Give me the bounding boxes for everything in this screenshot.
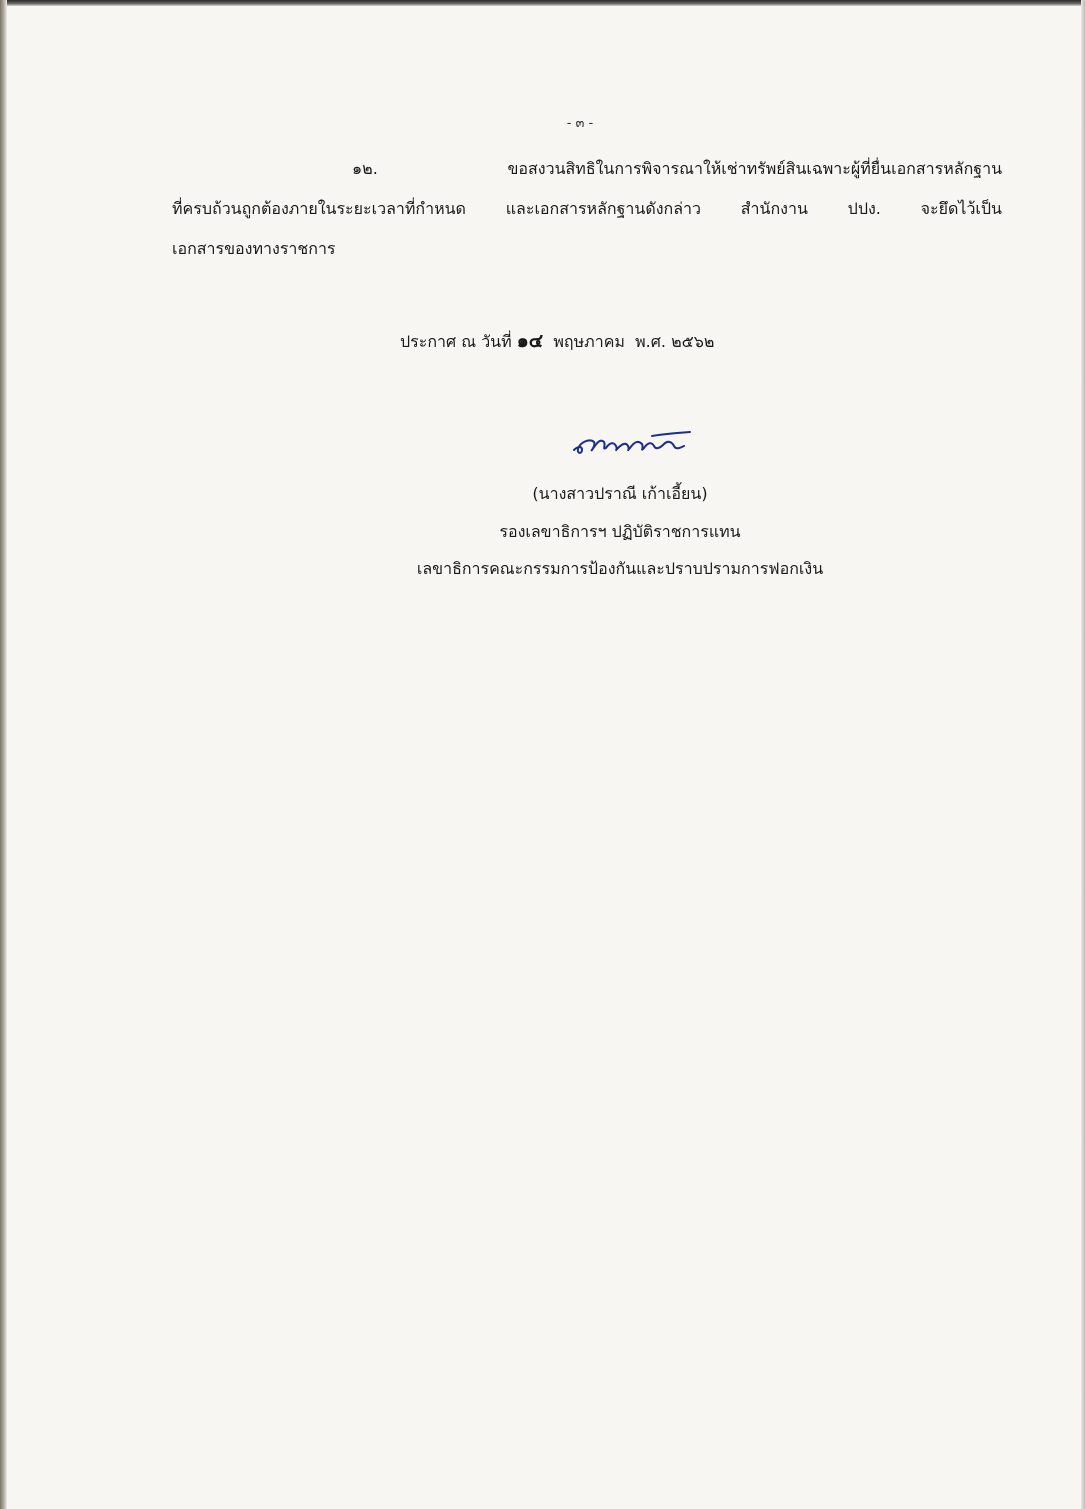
announcement-era: พ.ศ. bbox=[635, 332, 666, 351]
clause-12-paragraph bbox=[172, 149, 1002, 269]
scan-edge-right bbox=[1081, 0, 1085, 1509]
scan-edge-top bbox=[0, 0, 1085, 6]
clause-line-1: ๑๒. ขอสงวนสิทธิในการพิจารณาให้เช่าทรัพย์สินเฉพาะผู้ที่ยื่นเอกสารหลักฐาน bbox=[352, 159, 1002, 178]
handwritten-signature bbox=[568, 420, 698, 460]
signatory-office: เลขาธิการคณะกรรมการป้องกันและปราบปรามการฟอกเงิน bbox=[416, 559, 824, 578]
clause-line-3: เอกสารของทางราชการ bbox=[172, 239, 336, 258]
signatory-name: (นางสาวปราณี เก้าเอี้ยน) bbox=[532, 484, 708, 503]
announcement-date bbox=[400, 326, 714, 356]
announcement-prefix: ประกาศ ณ วันที่ bbox=[400, 332, 512, 351]
announcement-year: ๒๕๖๒ bbox=[671, 332, 715, 351]
scan-edge-left bbox=[0, 0, 7, 1509]
signatory-position: รองเลขาธิการฯ ปฏิบัติราชการแทน bbox=[499, 522, 741, 541]
announcement-day: ๑๔ bbox=[516, 330, 544, 352]
clause-line-2: ที่ครบถ้วนถูกต้องภายในระยะเวลาที่กำหนด และเอกสารหลักฐานดังกล่าว สำนักงาน ปปง. จะยึดไว้เป็น bbox=[172, 199, 1002, 218]
announcement-month: พฤษภาคม bbox=[553, 332, 625, 351]
page-number: - ๓ - bbox=[566, 116, 594, 131]
